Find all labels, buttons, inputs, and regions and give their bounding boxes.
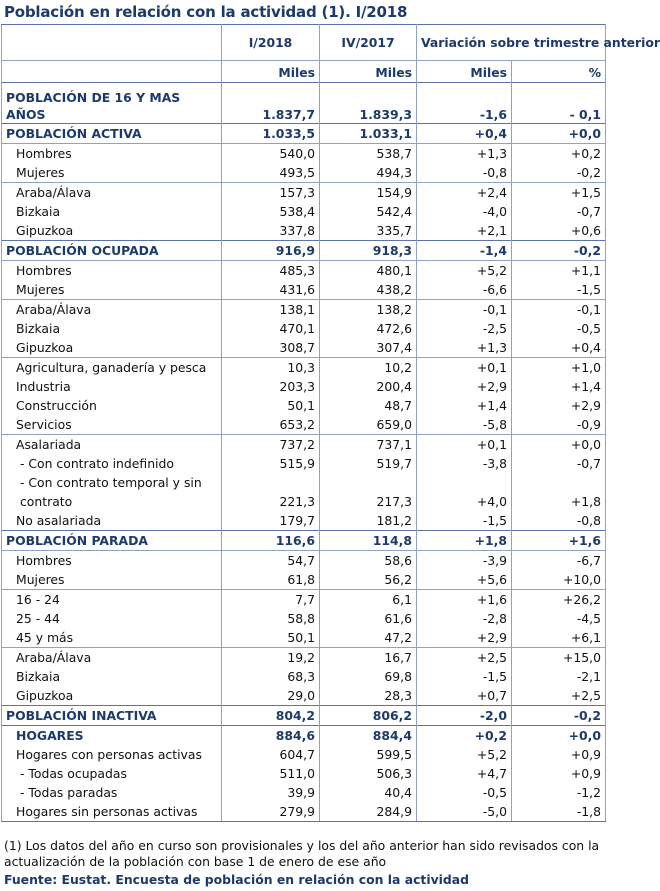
- value-cell: -2,5: [417, 319, 512, 338]
- row-label: Industria: [2, 377, 222, 396]
- value-cell: 538,4: [222, 202, 320, 221]
- table-row: [2, 454, 606, 473]
- value-cell: 542,4: [320, 202, 417, 221]
- table-row: [2, 221, 606, 241]
- value-cell: 157,3: [222, 183, 320, 203]
- value-cell: 916,9: [222, 241, 320, 261]
- value-cell: -2,1: [512, 667, 606, 686]
- value-cell: 181,2: [320, 511, 417, 531]
- table-row: [2, 473, 606, 511]
- row-label: - Con contrato indefinido: [2, 454, 222, 473]
- unit-cell: %: [512, 61, 606, 83]
- value-cell: +2,4: [417, 183, 512, 203]
- value-cell: 493,5: [222, 163, 320, 183]
- table-row: [2, 783, 606, 802]
- table-row: [2, 202, 606, 221]
- value-cell: 47,2: [320, 628, 417, 648]
- value-cell: 19,2: [222, 648, 320, 668]
- row-label: Gipuzkoa: [2, 338, 222, 358]
- table-row: [2, 628, 606, 648]
- value-cell: -4,0: [417, 202, 512, 221]
- value-cell: 737,2: [222, 435, 320, 455]
- value-cell: +0,9: [512, 745, 606, 764]
- value-cell: +0,1: [417, 435, 512, 455]
- value-cell: +2,9: [512, 396, 606, 415]
- unit-cell: Miles: [417, 61, 512, 83]
- row-label: Gipuzkoa: [2, 221, 222, 241]
- value-cell: 16,7: [320, 648, 417, 668]
- row-label: Gipuzkoa: [2, 686, 222, 706]
- table-row: [2, 609, 606, 628]
- table-row: [2, 764, 606, 783]
- table-row: [2, 83, 606, 124]
- header-col-previous: IV/2017: [320, 25, 417, 61]
- value-cell: 884,4: [320, 726, 417, 746]
- row-label: Hombres: [2, 551, 222, 571]
- value-cell: 39,9: [222, 783, 320, 802]
- value-cell: 6,1: [320, 590, 417, 610]
- table-row: [2, 667, 606, 686]
- value-cell: -5,8: [417, 415, 512, 435]
- value-cell: -0,9: [512, 415, 606, 435]
- value-cell: -0,1: [417, 300, 512, 320]
- value-cell: 221,3: [222, 473, 320, 511]
- value-cell: 337,8: [222, 221, 320, 241]
- value-cell: -5,0: [417, 802, 512, 822]
- value-cell: -0,5: [512, 319, 606, 338]
- value-cell: 61,6: [320, 609, 417, 628]
- value-cell: +1,4: [512, 377, 606, 396]
- value-cell: 40,4: [320, 783, 417, 802]
- row-label: Mujeres: [2, 163, 222, 183]
- value-cell: 7,7: [222, 590, 320, 610]
- value-cell: 737,1: [320, 435, 417, 455]
- activity-table: [1, 24, 660, 822]
- value-cell: -6,7: [512, 551, 606, 571]
- value-cell: -1,5: [417, 511, 512, 531]
- value-cell: 540,0: [222, 144, 320, 164]
- value-cell: +1,3: [417, 144, 512, 164]
- value-cell: +2,9: [417, 628, 512, 648]
- table-row: [2, 415, 606, 435]
- unit-cell: Miles: [222, 61, 320, 83]
- value-cell: -3,8: [417, 454, 512, 473]
- value-cell: 604,7: [222, 745, 320, 764]
- table-row: [2, 726, 606, 746]
- value-cell: 61,8: [222, 570, 320, 590]
- row-label: Bizkaia: [2, 319, 222, 338]
- value-cell: +0,0: [512, 124, 606, 144]
- table-row: [2, 183, 606, 203]
- value-cell: +0,4: [417, 124, 512, 144]
- row-label: 45 y más: [2, 628, 222, 648]
- table-row: [2, 802, 606, 822]
- value-cell: +5,2: [417, 745, 512, 764]
- row-label: Servicios: [2, 415, 222, 435]
- value-cell: -1,8: [512, 802, 606, 822]
- row-label: Araba/Álava: [2, 183, 222, 203]
- value-cell: 48,7: [320, 396, 417, 415]
- value-cell: 653,2: [222, 415, 320, 435]
- value-cell: 279,9: [222, 802, 320, 822]
- table-row: [2, 280, 606, 300]
- value-cell: +2,5: [512, 686, 606, 706]
- value-cell: +0,2: [417, 726, 512, 746]
- table-row: [2, 358, 606, 378]
- value-cell: 10,2: [320, 358, 417, 378]
- value-cell: 50,1: [222, 396, 320, 415]
- value-cell: 58,6: [320, 551, 417, 571]
- value-cell: -1,5: [417, 667, 512, 686]
- value-cell: 200,4: [320, 377, 417, 396]
- row-label: Hombres: [2, 261, 222, 281]
- row-label: POBLACIÓN ACTIVA: [2, 124, 222, 144]
- value-cell: 538,7: [320, 144, 417, 164]
- value-cell: 918,3: [320, 241, 417, 261]
- value-cell: +0,0: [512, 726, 606, 746]
- row-label: - Con contrato temporal y sin contrato: [2, 473, 222, 511]
- value-cell: -4,5: [512, 609, 606, 628]
- table-row: [2, 241, 606, 261]
- value-cell: 1.033,5: [222, 124, 320, 144]
- value-cell: 470,1: [222, 319, 320, 338]
- table-row: [2, 590, 606, 610]
- value-cell: - 0,1: [512, 83, 606, 124]
- value-cell: -2,0: [417, 706, 512, 726]
- value-cell: +1,1: [512, 261, 606, 281]
- value-cell: +4,0: [417, 473, 512, 511]
- units-empty: [2, 61, 222, 83]
- row-label: Mujeres: [2, 570, 222, 590]
- value-cell: +10,0: [512, 570, 606, 590]
- value-cell: -3,9: [417, 551, 512, 571]
- value-cell: 519,7: [320, 454, 417, 473]
- header-col-current: I/2018: [222, 25, 320, 61]
- value-cell: 308,7: [222, 338, 320, 358]
- value-cell: 659,0: [320, 415, 417, 435]
- value-cell: -1,2: [512, 783, 606, 802]
- value-cell: 154,9: [320, 183, 417, 203]
- value-cell: -1,6: [417, 83, 512, 124]
- value-cell: 431,6: [222, 280, 320, 300]
- units-row: [2, 61, 606, 83]
- value-cell: 179,7: [222, 511, 320, 531]
- value-cell: 138,2: [320, 300, 417, 320]
- value-cell: +0,6: [512, 221, 606, 241]
- value-cell: 506,3: [320, 764, 417, 783]
- value-cell: -0,7: [512, 202, 606, 221]
- row-label: Construcción: [2, 396, 222, 415]
- table-row: [2, 163, 606, 183]
- header-empty: [2, 25, 222, 61]
- table-row: [2, 261, 606, 281]
- value-cell: +1,0: [512, 358, 606, 378]
- value-cell: 335,7: [320, 221, 417, 241]
- table-row: [2, 531, 606, 551]
- value-cell: 54,7: [222, 551, 320, 571]
- value-cell: 1.033,1: [320, 124, 417, 144]
- value-cell: 114,8: [320, 531, 417, 551]
- value-cell: +1,4: [417, 396, 512, 415]
- row-label: POBLACIÓN INACTIVA: [2, 706, 222, 726]
- value-cell: +5,2: [417, 261, 512, 281]
- value-cell: +26,2: [512, 590, 606, 610]
- source-note: Fuente: Eustat. Encuesta de población en relación con la actividad: [4, 872, 470, 887]
- header-col-variation: Variación sobre trimestre anterior: [417, 25, 606, 61]
- value-cell: 68,3: [222, 667, 320, 686]
- value-cell: 511,0: [222, 764, 320, 783]
- value-cell: 307,4: [320, 338, 417, 358]
- row-label: Bizkaia: [2, 667, 222, 686]
- row-label: Asalariada: [2, 435, 222, 455]
- value-cell: 58,8: [222, 609, 320, 628]
- row-label: Hogares con personas activas: [2, 745, 222, 764]
- row-label: Hombres: [2, 144, 222, 164]
- header-row: [2, 25, 606, 61]
- value-cell: +4,7: [417, 764, 512, 783]
- value-cell: 138,1: [222, 300, 320, 320]
- value-cell: +2,5: [417, 648, 512, 668]
- value-cell: 50,1: [222, 628, 320, 648]
- value-cell: 480,1: [320, 261, 417, 281]
- value-cell: +0,0: [512, 435, 606, 455]
- value-cell: 29,0: [222, 686, 320, 706]
- value-cell: +0,4: [512, 338, 606, 358]
- value-cell: 28,3: [320, 686, 417, 706]
- value-cell: 485,3: [222, 261, 320, 281]
- value-cell: +1,6: [512, 531, 606, 551]
- row-label: - Todas ocupadas: [2, 764, 222, 783]
- table-row: [2, 686, 606, 706]
- value-cell: 1.837,7: [222, 83, 320, 124]
- table-row: [2, 377, 606, 396]
- value-cell: +0,1: [417, 358, 512, 378]
- row-label: Agricultura, ganadería y pesca: [2, 358, 222, 378]
- table-row: [2, 338, 606, 358]
- row-label: POBLACIÓN DE 16 Y MAS AÑOS: [2, 83, 222, 124]
- value-cell: 116,6: [222, 531, 320, 551]
- table-row: [2, 300, 606, 320]
- value-cell: -0,2: [512, 706, 606, 726]
- table-title: Población en relación con la actividad (1). I/2018: [4, 3, 408, 21]
- value-cell: 10,3: [222, 358, 320, 378]
- value-cell: -0,1: [512, 300, 606, 320]
- footnote: (1) Los datos del año en curso son provisionales y los del año anterior han sido revisados con la actualización de la población con base 1 de enero de ese año: [4, 838, 600, 869]
- row-label: 16 - 24: [2, 590, 222, 610]
- value-cell: +2,9: [417, 377, 512, 396]
- row-label: Hogares sin personas activas: [2, 802, 222, 822]
- value-cell: 515,9: [222, 454, 320, 473]
- table-row: [2, 570, 606, 590]
- value-cell: +15,0: [512, 648, 606, 668]
- table-row: [2, 435, 606, 455]
- row-label: Mujeres: [2, 280, 222, 300]
- value-cell: 494,3: [320, 163, 417, 183]
- value-cell: +1,5: [512, 183, 606, 203]
- unit-cell: Miles: [320, 61, 417, 83]
- value-cell: 806,2: [320, 706, 417, 726]
- row-label: No asalariada: [2, 511, 222, 531]
- table-row: [2, 551, 606, 571]
- row-label: Araba/Álava: [2, 300, 222, 320]
- row-label: POBLACIÓN PARADA: [2, 531, 222, 551]
- value-cell: 1.839,3: [320, 83, 417, 124]
- value-cell: +0,7: [417, 686, 512, 706]
- value-cell: +1,8: [512, 473, 606, 511]
- value-cell: 69,8: [320, 667, 417, 686]
- value-cell: +1,8: [417, 531, 512, 551]
- value-cell: +6,1: [512, 628, 606, 648]
- table-row: [2, 511, 606, 531]
- value-cell: +0,9: [512, 764, 606, 783]
- value-cell: -1,4: [417, 241, 512, 261]
- value-cell: 804,2: [222, 706, 320, 726]
- value-cell: -0,5: [417, 783, 512, 802]
- row-label: Araba/Álava: [2, 648, 222, 668]
- value-cell: -0,8: [417, 163, 512, 183]
- value-cell: 56,2: [320, 570, 417, 590]
- value-cell: 203,3: [222, 377, 320, 396]
- value-cell: +0,2: [512, 144, 606, 164]
- value-cell: -0,2: [512, 241, 606, 261]
- value-cell: 599,5: [320, 745, 417, 764]
- row-label: POBLACIÓN OCUPADA: [2, 241, 222, 261]
- value-cell: -6,6: [417, 280, 512, 300]
- row-label: HOGARES: [2, 726, 222, 746]
- row-label: Bizkaia: [2, 202, 222, 221]
- value-cell: +2,1: [417, 221, 512, 241]
- value-cell: 284,9: [320, 802, 417, 822]
- row-label: - Todas paradas: [2, 783, 222, 802]
- row-label: 25 - 44: [2, 609, 222, 628]
- table-row: [2, 144, 606, 164]
- table-row: [2, 648, 606, 668]
- table-row: [2, 706, 606, 726]
- value-cell: 217,3: [320, 473, 417, 511]
- value-cell: 884,6: [222, 726, 320, 746]
- table-row: [2, 124, 606, 144]
- value-cell: +5,6: [417, 570, 512, 590]
- table-row: [2, 396, 606, 415]
- value-cell: +1,3: [417, 338, 512, 358]
- value-cell: -0,8: [512, 511, 606, 531]
- value-cell: +1,6: [417, 590, 512, 610]
- value-cell: -2,8: [417, 609, 512, 628]
- value-cell: -0,2: [512, 163, 606, 183]
- value-cell: -0,7: [512, 454, 606, 473]
- value-cell: -1,5: [512, 280, 606, 300]
- value-cell: 438,2: [320, 280, 417, 300]
- table-row: [2, 745, 606, 764]
- value-cell: 472,6: [320, 319, 417, 338]
- table-row: [2, 319, 606, 338]
